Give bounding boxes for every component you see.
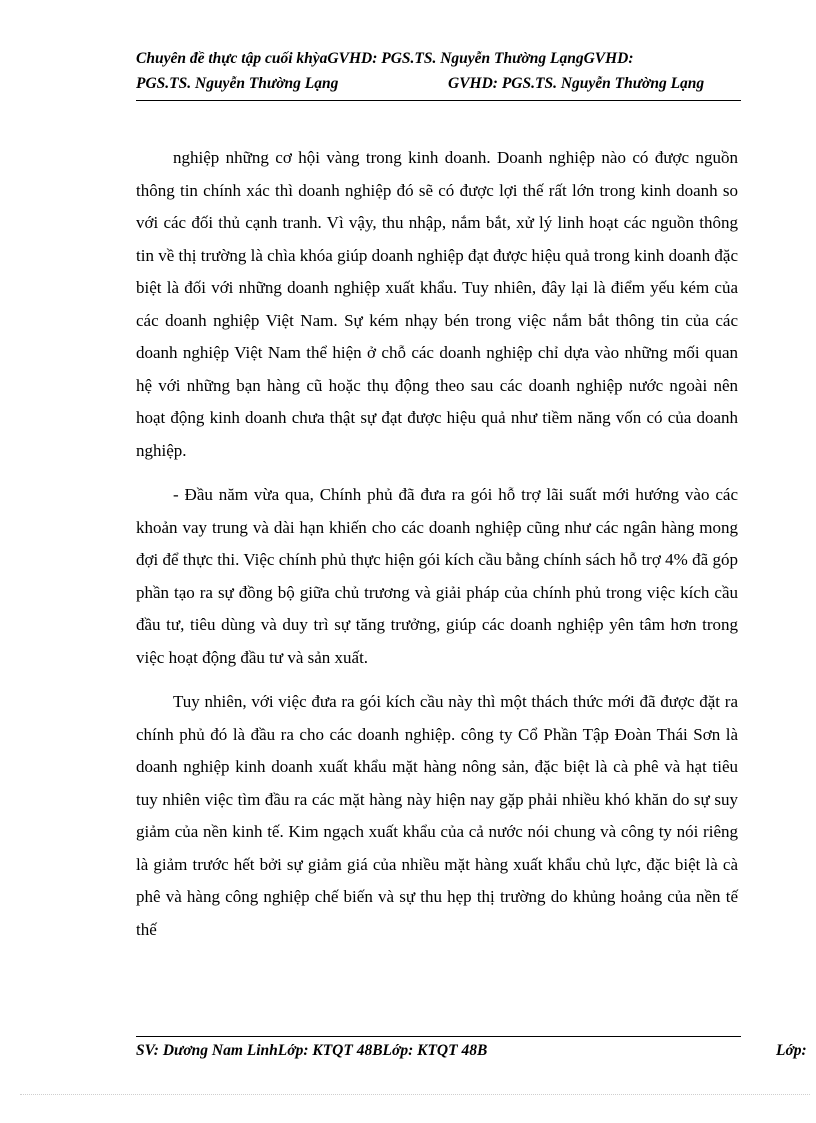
footer-left: SV: Dương Nam LinhLớp: KTQT 48BLớp: KTQT 48B bbox=[136, 1042, 488, 1059]
header-line-2-right: GVHD: PGS.TS. Nguyễn Thường Lạng bbox=[448, 75, 705, 92]
paragraph-3: Tuy nhiên, với việc đưa ra gói kích cầu này thì một thách thức mới đã được đặt ra chính phủ đó là đầu ra cho các doanh nghiệp. công ty Cổ Phần Tập Đoàn Thái Sơn là doanh nghiệp kinh doanh xuất khẩu mặt hàng nông sản, đặc biệt là cà phê và hạt tiêu tuy nhiên việc tìm đầu ra các mặt hàng này hiện nay gặp phải nhiều khó khăn do sự suy giảm của nền kinh tế. Kim ngạch xuất khẩu của cả nước nói chung và công ty nói riêng là giảm trước hết bởi sự giảm giá của nhiều mặt hàng xuất khẩu chủ lực, đặc biệt là cà phê và hàng công nghiệp chế biến và sự thu hẹp thị trường do khủng hoảng của nền tế thế bbox=[136, 692, 738, 939]
page-header bbox=[136, 46, 746, 96]
paragraph-1: nghiệp những cơ hội vàng trong kinh doanh. Doanh nghiệp nào có được nguồn thông tin chính xác thì doanh nghiệp đó sẽ có được lợi thế rất lớn trong kinh doanh so với các đối thủ cạnh tranh. Vì vậy, thu nhập, nắm bắt, xử lý linh hoạt các nguồn thông tin về thị trường là chìa khóa giúp doanh nghiệp đạt được hiệu quả trong kinh doanh đặc biệt là đối với những doanh nghiệp xuất khẩu. Tuy nhiên, đây lại là điểm yếu kém của các doanh nghiệp Việt Nam. Sự kém nhạy bén trong việc nắm bắt thông tin của các doanh nghiệp Việt Nam thể hiện ở chỗ các doanh nghiệp chỉ dựa vào những mối quan hệ với những bạn hàng cũ hoặc thụ động theo sau các doanh nghiệp nước ngoài nên hoạt động kinh doanh chưa thật sự đạt được hiệu quả như tiềm năng vốn có của doanh nghiệp. bbox=[136, 148, 738, 460]
footer-right: Lớp: bbox=[776, 1042, 807, 1059]
paragraph-2: - Đầu năm vừa qua, Chính phủ đã đưa ra gói hỗ trợ lãi suất mới hướng vào các khoản vay trung và dài hạn khiến cho các doanh nghiệp cũng như các ngân hàng mong đợi để thực thi. Việc chính phủ thực hiện gói kích cầu bằng chính sách hỗ trợ 4% đã góp phần tạo ra sự đồng bộ giữa chủ trương và giải pháp của chính phủ trong việc kích cầu đầu tư, tiêu dùng và duy trì sự tăng trưởng, giúp các doanh nghiệp yên tâm hơn trong việc hoạt động đầu tư và sản xuất. bbox=[136, 485, 738, 667]
header-line-2-left: PGS.TS. Nguyễn Thường Lạng bbox=[136, 75, 339, 92]
header-line-1: Chuyên đề thực tập cuối khỳaGVHD: PGS.TS. Nguyễn Thường LạngGVHD: bbox=[136, 50, 634, 67]
footer-rule bbox=[136, 1036, 741, 1037]
header-line-2 bbox=[136, 71, 746, 96]
header-rule bbox=[136, 100, 741, 101]
page-footer bbox=[136, 1040, 816, 1062]
page-edge-divider bbox=[20, 1094, 810, 1095]
document-body bbox=[136, 142, 738, 958]
